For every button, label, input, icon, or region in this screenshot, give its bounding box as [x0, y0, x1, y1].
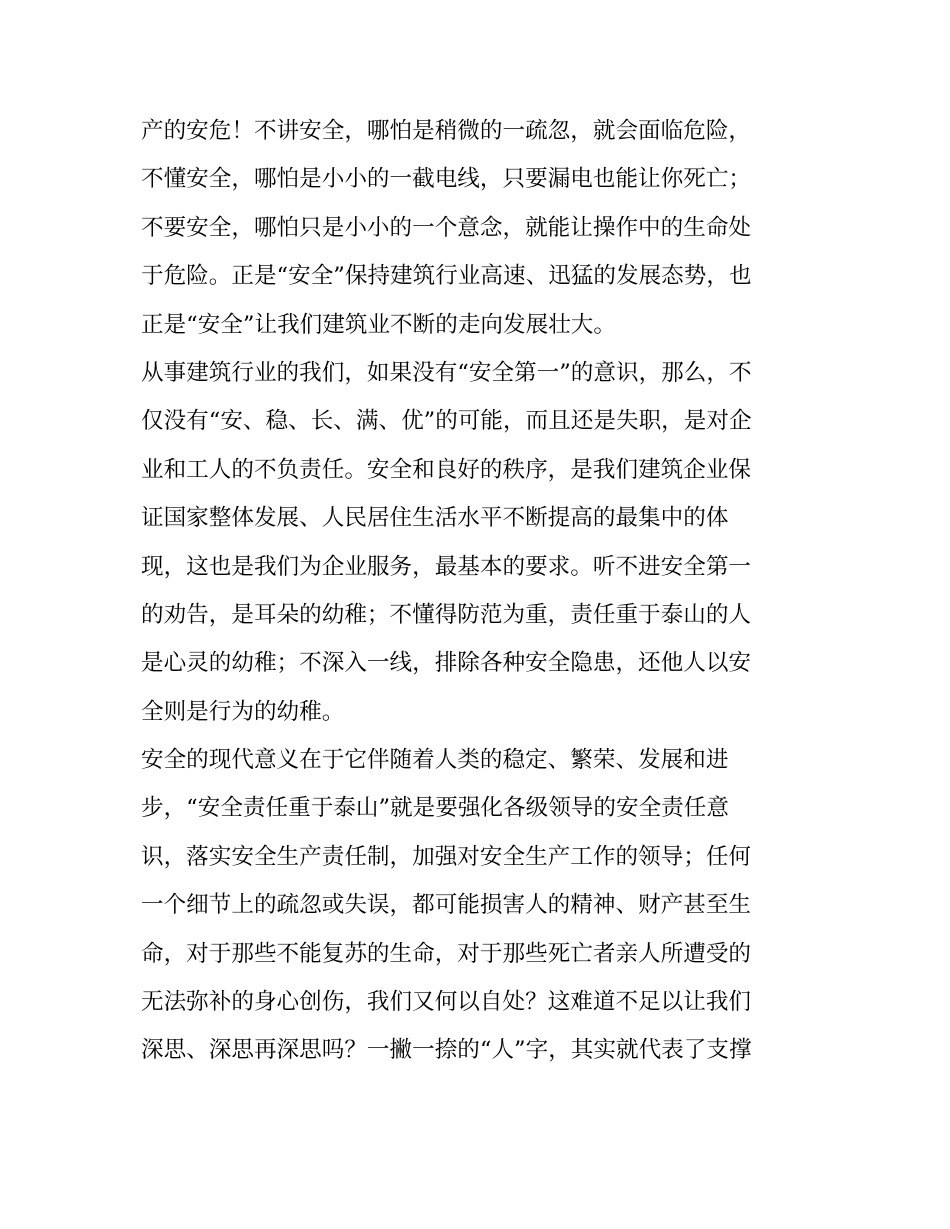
text-line: 仅没有“安、稳、长、满、优”的可能，而且还是失职，是对企 — [141, 408, 752, 435]
text-line: 产的安危！不讲安全，哪怕是稍微的一疏忽，就会面临危险， — [141, 118, 752, 144]
text-line: 正是“安全”让我们建筑业不断的走向发展壮大。 — [141, 311, 616, 338]
body-text — [141, 107, 821, 1075]
text-line: 不懂安全，哪怕是小小的一截电线，只要漏电也能让你死亡； — [141, 166, 752, 193]
text-line: 业和工人的不负责任。安全和良好的秩序，是我们建筑企业保 — [141, 456, 752, 483]
text-line: 无法弥补的身心创伤，我们又何以自处？这难道不足以让我们 — [141, 989, 752, 1016]
text-line: 命，对于那些不能复苏的生命，对于那些死亡者亲人所遭受的 — [141, 940, 752, 967]
text-line: 是心灵的幼稚；不深入一线，排除各种安全隐患，还他人以安 — [141, 650, 752, 677]
text-line: 一个细节上的疏忽或失误，都可能损害人的精神、财产甚至生 — [141, 892, 752, 919]
text-line: 识，落实安全生产责任制，加强对安全生产工作的领导；任何 — [141, 843, 752, 870]
text-line: 的劝告，是耳朵的幼稚；不懂得防范为重，责任重于泰山的人 — [141, 601, 752, 628]
text-line: 从事建筑行业的我们，如果没有“安全第一”的意识，那么，不 — [141, 359, 752, 386]
text-line: 证国家整体发展、人民居住生活水平不断提高的最集中的体 — [141, 505, 729, 532]
text-line: 安全的现代意义在于它伴随着人类的稳定、繁荣、发展和进 — [141, 747, 729, 774]
text-line: 不要安全，哪怕只是小小的一个意念，就能让操作中的生命处 — [141, 214, 752, 241]
text-line: 于危险。正是“安全”保持建筑行业高速、迅猛的发展态势，也 — [141, 263, 752, 290]
text-line: 步，“安全责任重于泰山”就是要强化各级领导的安全责任意 — [141, 795, 729, 822]
text-line: 现，这也是我们为企业服务，最基本的要求。听不进安全第一 — [141, 553, 752, 580]
text-line: 深思、深思再深思吗？一撇一捺的“人”字，其实就代表了支撑 — [141, 1037, 752, 1064]
text-line: 全则是行为的幼稚。 — [141, 698, 345, 725]
